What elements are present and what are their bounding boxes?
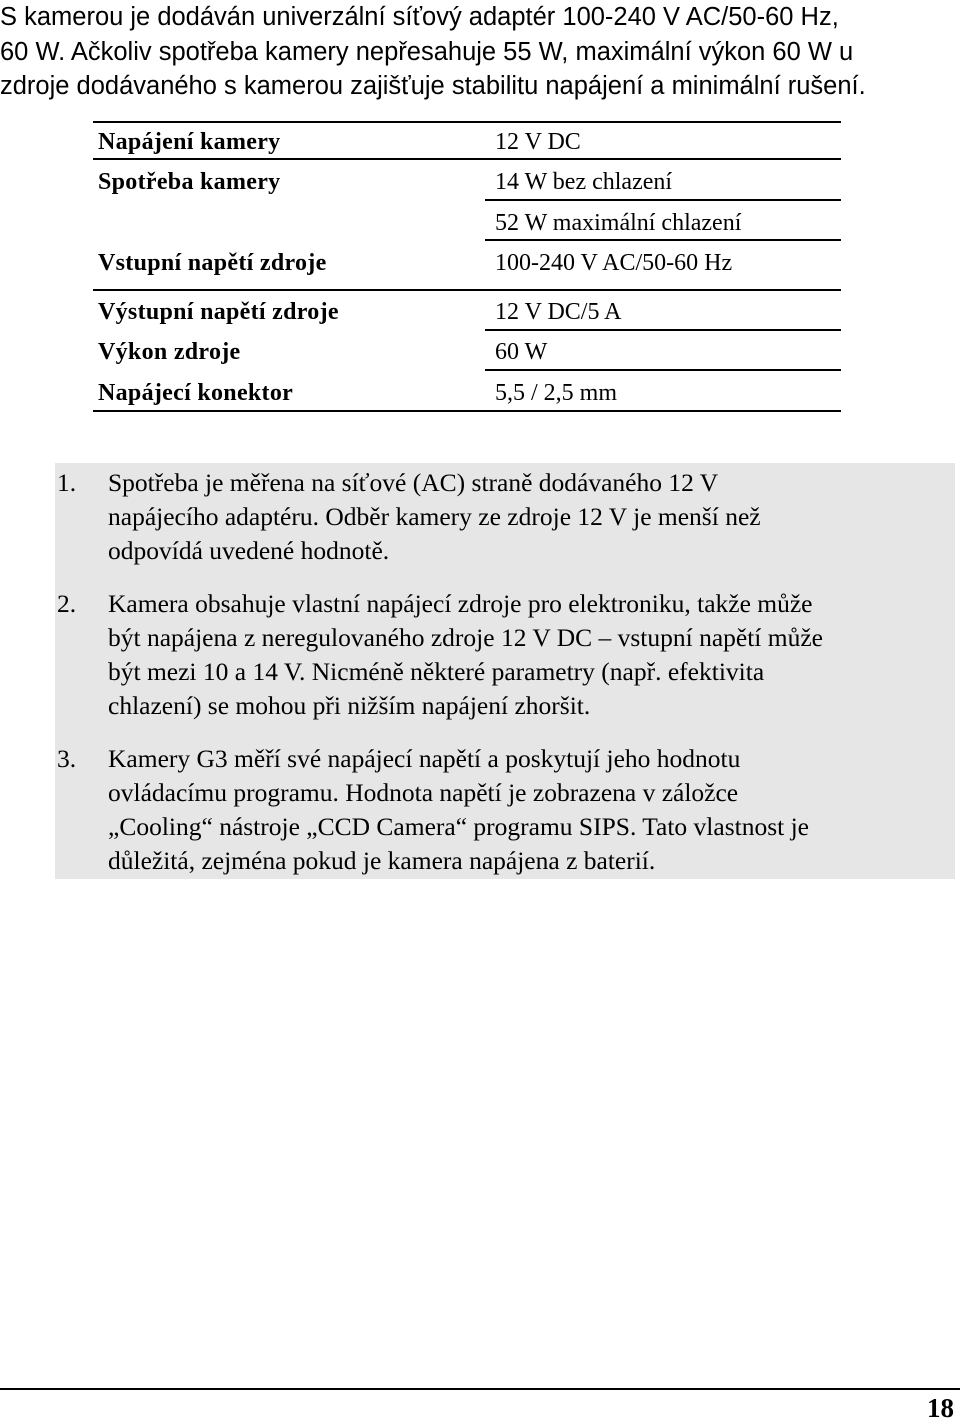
note-line: důležitá, zejména pokud je kamera napájena z baterií.: [108, 846, 656, 875]
table-rule: [93, 410, 841, 412]
spec-value-input-voltage: 100-240 V AC/50-60 Hz: [495, 250, 733, 276]
note-line: chlazení) se mohou při nižším napájení zhoršit.: [108, 691, 591, 720]
table-rule: [485, 329, 841, 331]
spec-value-consumption-max-cooling: 52 W maximální chlazení: [495, 210, 742, 236]
note-line: Kamery G3 měří své napájecí napětí a poskytují jeho hodnotu: [108, 744, 741, 773]
note-line: Spotřeba je měřena na síťové (AC) straně dodávaného 12 V: [108, 468, 719, 497]
table-rule: [485, 239, 841, 241]
spec-label-output-voltage: Výstupní napětí zdroje: [98, 299, 339, 325]
note-line: „Cooling“ nástroje „CCD Camera“ programu SIPS. Tato vlastnost je: [108, 812, 810, 841]
note-line: být napájena z neregulovaného zdroje 12 V DC – vstupní napětí může: [108, 623, 823, 652]
note-line: ovládacímu programu. Hodnota napětí je zobrazena v záložce: [108, 778, 739, 807]
intro-line: 60 W. Ačkoliv spotřeba kamery nepřesahuje 55 W, maximální výkon 60 W u: [0, 37, 854, 66]
note-line: Kamera obsahuje vlastní napájecí zdroje pro elektroniku, takže může: [108, 589, 813, 618]
note-number: 3.: [57, 744, 77, 773]
table-rule: [485, 199, 841, 201]
spec-value-output-voltage: 12 V DC/5 A: [495, 299, 622, 325]
footer-divider: [0, 1388, 960, 1390]
page-number: 18: [927, 1393, 954, 1423]
spec-value-power: 12 V DC: [495, 129, 581, 155]
intro-line: zdroje dodávaného s kamerou zajišťuje stabilitu napájení a minimální rušení.: [0, 72, 866, 100]
spec-label-consumption: Spotřeba kamery: [98, 169, 281, 195]
spec-value-consumption-no-cooling: 14 W bez chlazení: [495, 169, 673, 195]
spec-value-connector: 5,5 / 2,5 mm: [495, 380, 618, 406]
spec-label-supply-power: Výkon zdroje: [98, 339, 241, 365]
table-rule: [93, 158, 841, 160]
intro-paragraph: [0, 0, 950, 104]
note-line: odpovídá uvedené hodnotě.: [108, 536, 390, 565]
note-number: 2.: [57, 589, 77, 618]
note-line: napájecího adaptéru. Odběr kamery ze zdroje 12 V je menší než: [108, 502, 761, 531]
spec-label-power: Napájení kamery: [98, 129, 281, 155]
notes-box: [55, 463, 955, 879]
note-number: 1.: [57, 468, 77, 497]
spec-label-input-voltage: Vstupní napětí zdroje: [98, 250, 327, 276]
table-rule: [93, 121, 841, 123]
intro-line: S kamerou je dodáván univerzální síťový adaptér 100-240 V AC/50-60 Hz,: [0, 3, 839, 31]
table-rule: [93, 289, 841, 291]
note-line: být mezi 10 a 14 V. Nicméně některé parametry (např. efektivita: [108, 657, 765, 686]
spec-value-supply-power: 60 W: [495, 339, 548, 365]
table-rule: [485, 369, 841, 371]
spec-label-connector: Napájecí konektor: [98, 380, 294, 406]
